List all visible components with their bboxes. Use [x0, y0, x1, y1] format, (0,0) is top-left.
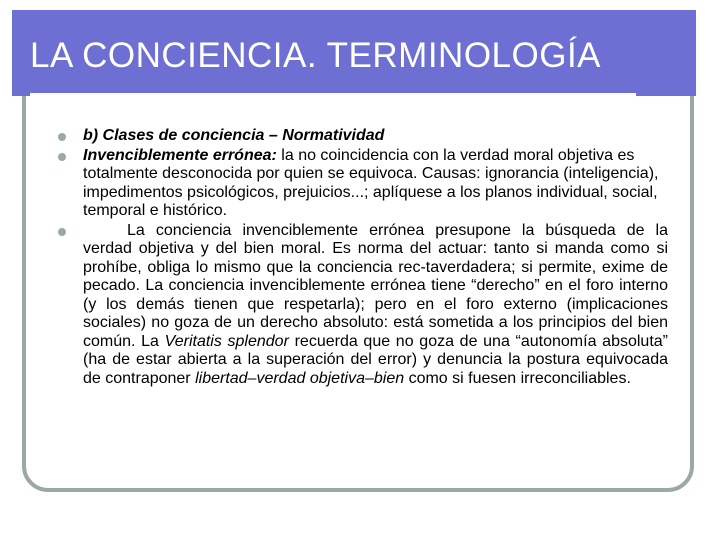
bullet-dot-icon [58, 153, 66, 161]
encyclical-title: Veritatis splendor [164, 332, 289, 350]
paragraph-text: recuerda que no goza de una “autonomía absoluta” (ha de estar abierta a la superación del error) y denuncia la postura equivocada de contraponer [83, 332, 668, 387]
slide-title: LA CONCIENCIA. TERMINOLOGÍA [30, 36, 602, 75]
bullet-item [56, 222, 668, 389]
paragraph-text: La conciencia invenciblemente errónea presupone la búsqueda de la verdad objetiva y del bien moral. Es norma del actuar: tanto si manda como si prohíbe, obliga lo mismo que la conciencia rec-taverdadera; si permite, exime de pecado. La conciencia invenciblemente errónea tiene “derecho” en el foro interno (y los demás tienen que respetarla); pero en el foro externo (implicaciones sociales) no goza de un derecho absoluto: está sometida a los principios del bien común. La [83, 221, 668, 350]
slide-content [56, 127, 668, 389]
italic-phrase: libertad–verdad objetiva–bien [195, 369, 405, 387]
paragraph-text: como si fuesen irreconciliables. [404, 369, 631, 387]
bullet-dot-icon [58, 228, 66, 236]
title-underline [30, 93, 636, 96]
bullet-dot-icon [58, 133, 66, 141]
term-label: Invenciblemente errónea: [83, 146, 277, 164]
term-definition: la no coincidencia con la verdad moral objetiva es totalmente desconocida por quien se equivoca. Causas: ignorancia (inteligencia), impedimentos psicológicos, prejuicios...; aplíquese a los planos individual, social, temporal e histórico. [83, 146, 659, 219]
bullet-item [56, 127, 668, 146]
bullet-item [56, 147, 668, 221]
section-heading: b) Clases de conciencia – Normatividad [83, 127, 385, 144]
